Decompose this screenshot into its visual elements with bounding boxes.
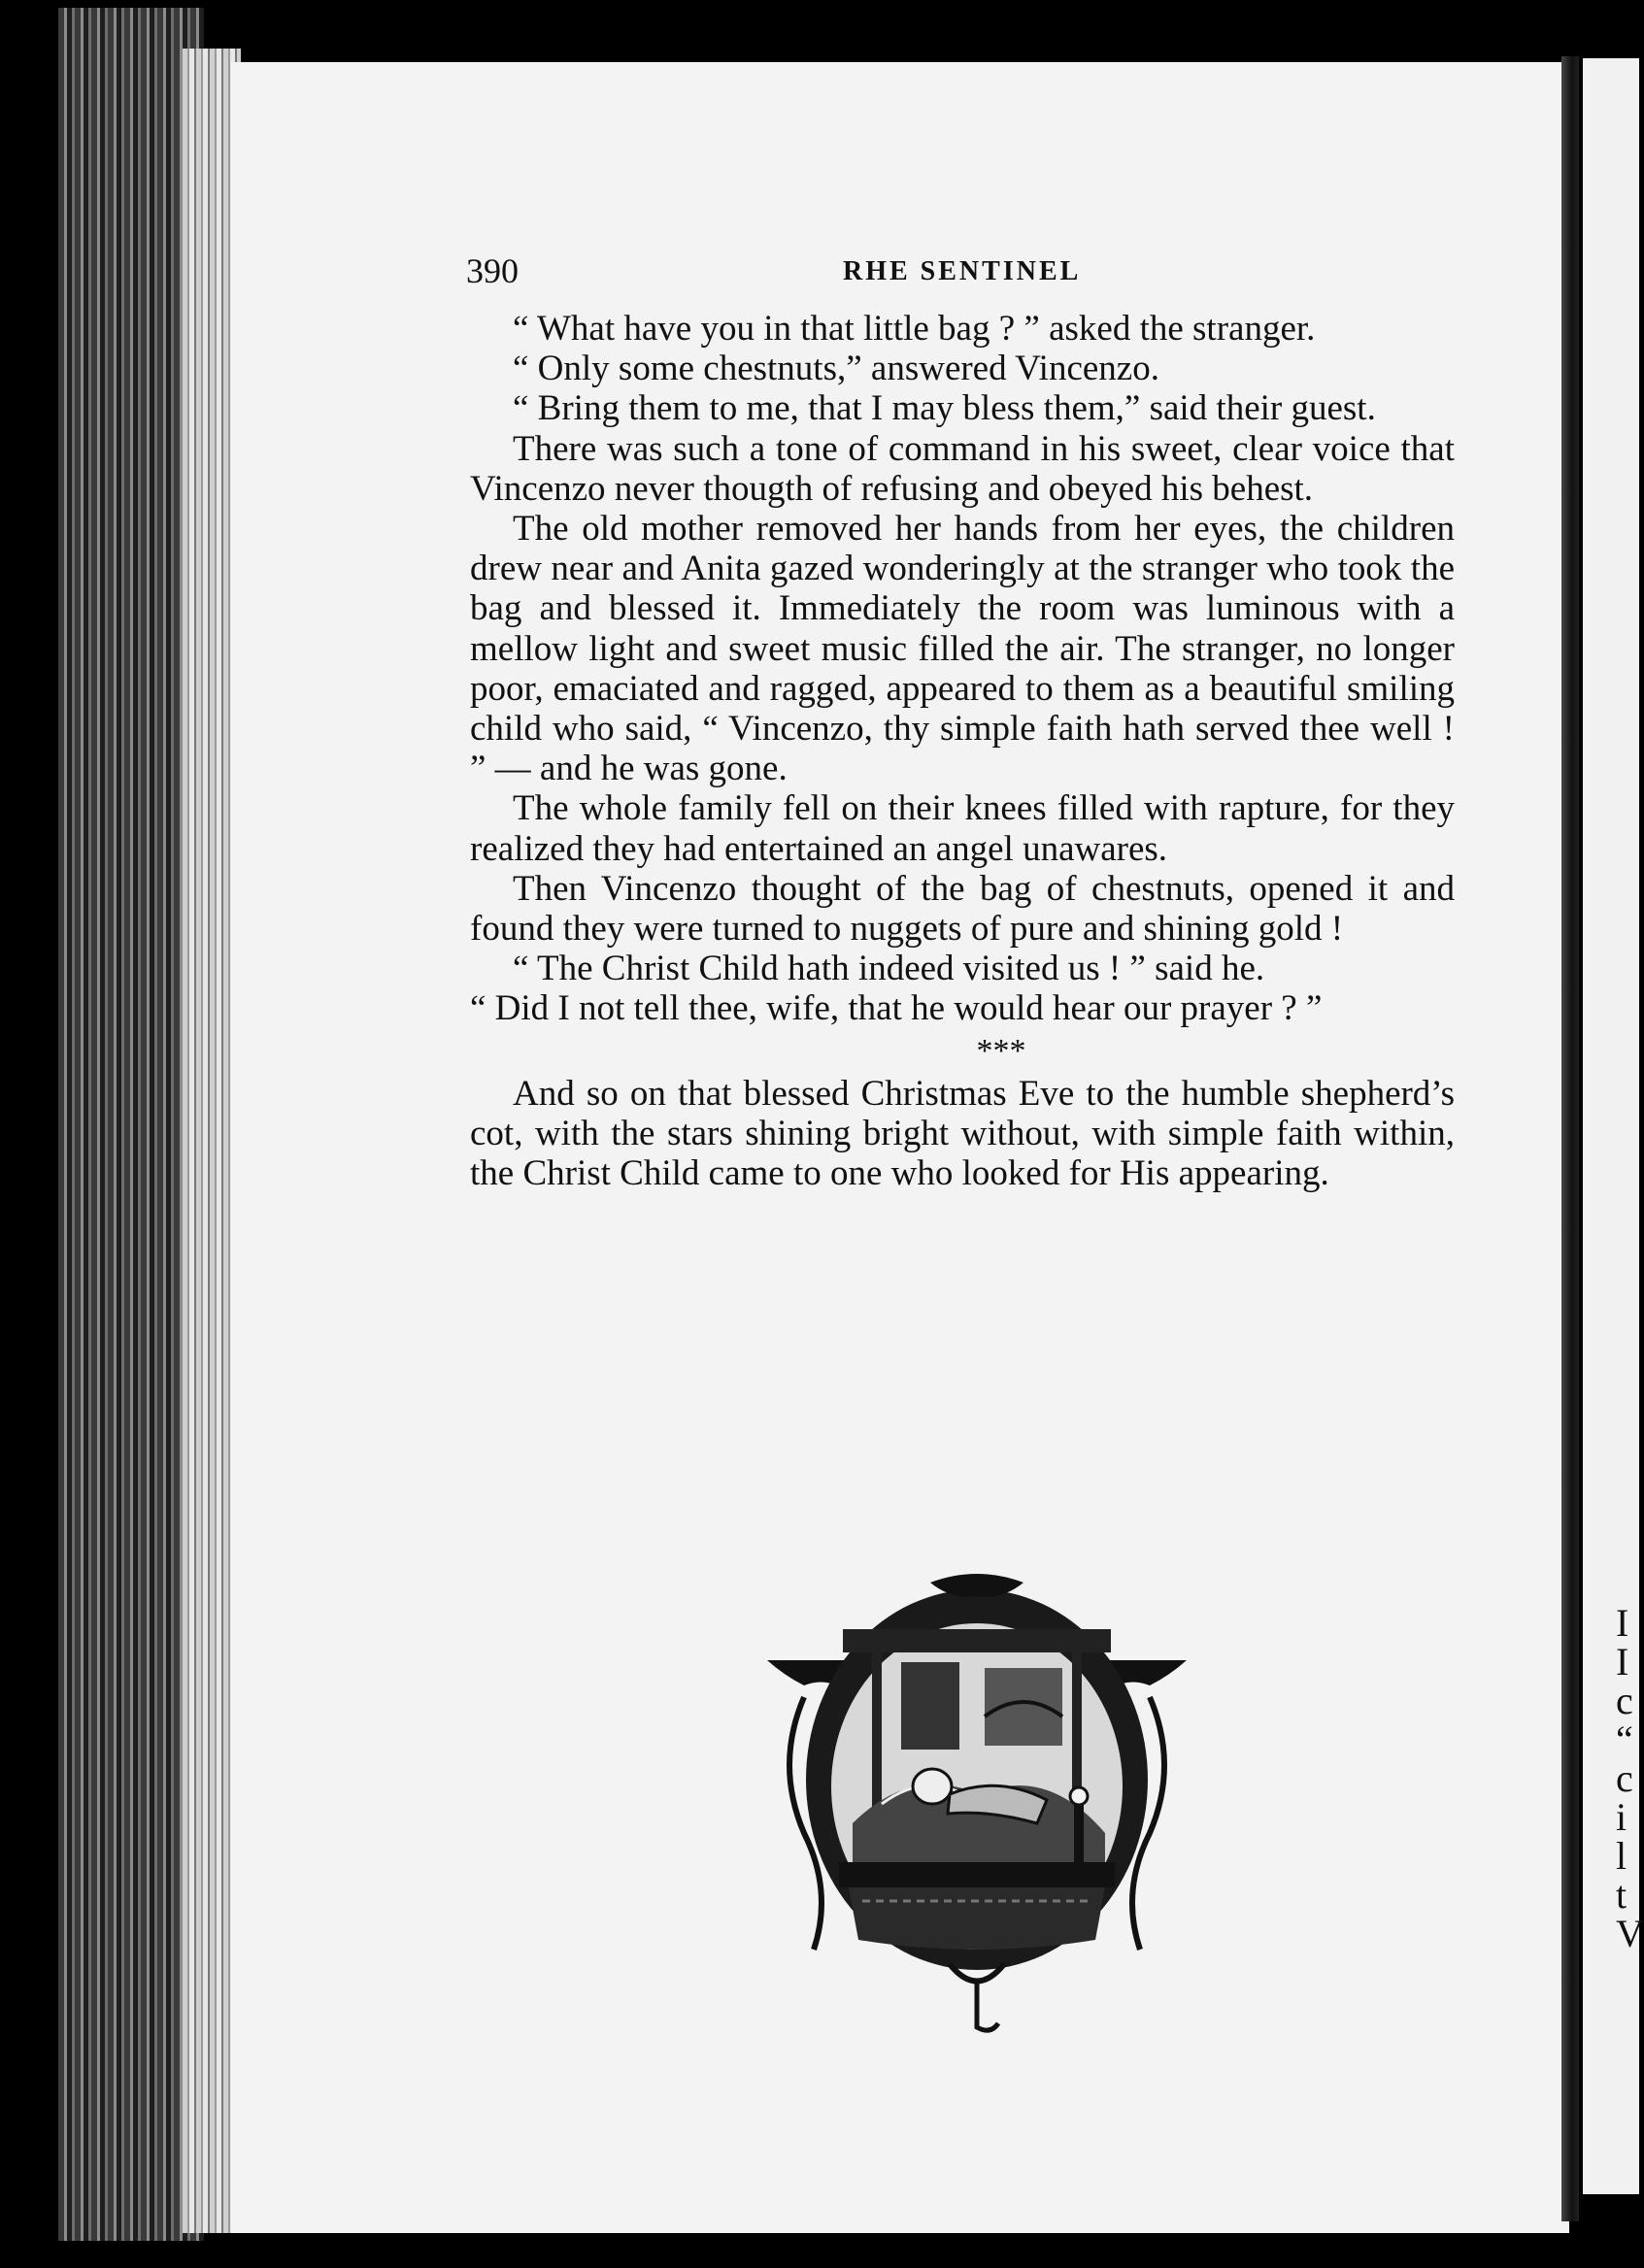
facing-letter: I <box>1616 1640 1629 1684</box>
paragraph: “ Only some chestnuts,” answered Vincenzo. <box>513 349 1159 389</box>
facing-letter: i <box>1616 1795 1627 1839</box>
facing-page-letters <box>1616 1601 1644 1955</box>
paragraph: “ What have you in that little bag ? ” asked the stranger. <box>513 309 1316 349</box>
paragraph: The old mother removed her hands from her eyes, the children drew near and Anita gazed wonderingly at the stranger who took the bag and blessed it. Immediately the room was luminous with a mellow light and sweet music filled the air. The stranger, no longer poor, emaciated and ragged, appeared to them as a beautiful smiling child who said, “ Vincenzo, thy simple faith hath served thee well ! ” — and he was gone. <box>470 509 1455 789</box>
facing-letter: c <box>1616 1679 1633 1722</box>
paragraph: “ Bring them to me, that I may bless them,” said their guest. <box>513 388 1376 429</box>
paragraph: Then Vincenzo thought of the bag of chestnuts, opened it and found they were turned to nuggets of pure and shining gold ! <box>470 868 1455 950</box>
paragraph: The whole family fell on their knees filled with rapture, for they realized they had entertained an angel unawares. <box>470 788 1455 869</box>
page-number: 390 <box>466 251 519 290</box>
body-text <box>470 309 1455 1193</box>
facing-letter: t <box>1616 1873 1627 1917</box>
paragraph: There was such a tone of command in his sweet, clear voice that Vincenzo never thougth of refusing and obeyed his behest. <box>470 428 1455 509</box>
paragraph: “ The Christ Child hath indeed visited us ! ” said he. <box>513 949 1265 989</box>
closing-paragraph: And so on that blessed Christmas Eve to the humble shepherd’s cot, with the stars shining bright without, with simple faith within, the Christ Child came to one who looked for His appearing. <box>470 1073 1455 1194</box>
running-title: RHE SENTINEL <box>843 256 1082 286</box>
book-gutter <box>1561 56 1579 2221</box>
paragraph: “ Did I not tell thee, wife, that he would hear our prayer ? ” <box>470 988 1323 1029</box>
facing-letter: “ <box>1616 1718 1633 1761</box>
facing-letter: I <box>1616 1601 1629 1645</box>
facing-letter: c <box>1616 1756 1633 1800</box>
section-break-asterism: *** <box>976 1032 1026 1069</box>
facing-letter: V <box>1616 1912 1644 1955</box>
nativity-vignette-illustration <box>765 1571 1189 2037</box>
facing-letter: l <box>1616 1834 1627 1878</box>
